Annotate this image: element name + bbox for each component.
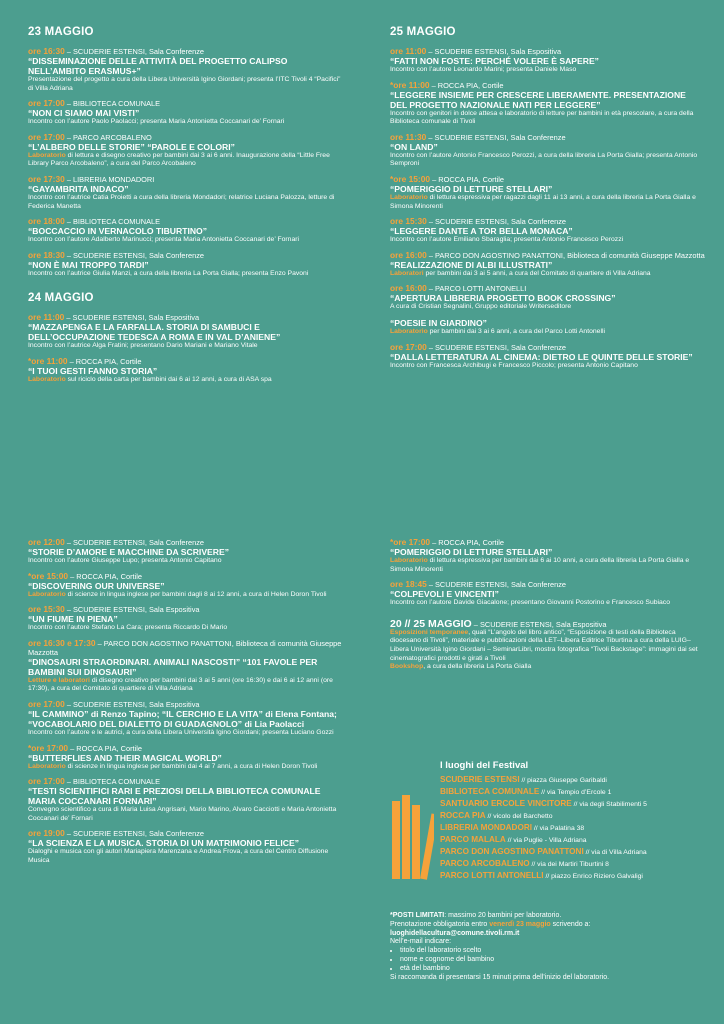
event-description (28, 342, 343, 351)
books-graphic (390, 795, 434, 881)
event-description (390, 557, 705, 574)
event-time: ore 17:00 (28, 131, 65, 142)
event-place: PARCO DON AGOSTINO PANATTONI, Biblioteca di comunità Giuseppe Mazzotta (435, 250, 705, 260)
event-title: “IL CAMMINO” di Renzo Tapino; “IL CERCHIO E LA VITA” di Elena Fontana; “VOCABOLARIO DEL DIALETTO DI GUADAGNOLO” di Lia Paolacci (28, 708, 337, 729)
event-meta: *ore 11:00 – ROCCA PIA, Cortile (390, 79, 504, 90)
event-description (28, 152, 343, 169)
footer-write-to: scrivendo a: (550, 920, 591, 928)
place-name: PARCO MALALA (440, 835, 506, 844)
event-meta: ore 16:30 e 17:30 – PARCO DON AGOSTINO PANATTONI, Biblioteca di comunità Giuseppe Mazzotta (28, 637, 342, 657)
event-place: SCUDERIE ESTENSI, Sala Conferenze (434, 132, 566, 142)
place-name: PARCO LOTTI ANTONELLI (440, 871, 544, 880)
event-item (390, 343, 705, 371)
event-desc-text: Incontro con genitori in dolce attesa e laboratorio di letture per bambini in età prescolare, a cura della Biblioteca comunale di Tivoli (390, 109, 694, 126)
event-title: “LEGGERE DANTE A TOR BELLA MONACA” (390, 226, 573, 237)
event-meta: ore 16:00 – PARCO DON AGOSTINO PANATTONI, Biblioteca di comunità Giuseppe Mazzotta (390, 249, 705, 260)
event-org: Laboratori (390, 269, 424, 277)
footer-email-link[interactable]: luoghidellacultura@comune.tivoli.rm.it (390, 929, 520, 937)
event-time: ore 17:00 (390, 341, 427, 352)
event-place: BIBLIOTECA COMUNALE (73, 99, 161, 109)
event-description (28, 76, 343, 93)
event-place: ROCCA PIA, Cortile (438, 174, 504, 184)
event-time: ore 15:30 (28, 604, 65, 615)
event-item (390, 284, 705, 312)
event-place: SCUDERIE ESTENSI, Sala Conferenze (435, 342, 567, 352)
event-desc-text: di scienze in lingua inglese per bambini dagli 8 ai 12 anni, a cura di Helen Doron Tivoli (65, 590, 327, 598)
event-item (28, 605, 343, 633)
event-time: *ore 17:00 (390, 537, 431, 547)
event-description (390, 303, 705, 312)
event-meta: ore 17:00 – BIBLIOTECA COMUNALE (28, 98, 161, 109)
event-desc-text: di scienze in lingua inglese per bambini dai 4 ai 7 anni, a cura di Helen Doron Tivoli (65, 762, 318, 770)
event-place: LIBRERIA MONDADORI (73, 174, 155, 184)
event-title: “LEGGERE INSIEME PER CRESCERE LIBERAMENTE. PRESENTAZIONE DEL PROGETTO NAZIONALE NATI PER LEGGERE” (390, 89, 686, 110)
event-title: “I TUOI GESTI FANNO STORIA” (28, 365, 158, 376)
event-title: “BOCCACCIO IN VERNACOLO TIBURTINO” (28, 226, 208, 237)
footer-item: • titolo del laboratorio scelto (400, 947, 710, 956)
footer-item: • età del bambino (400, 965, 710, 974)
event-place: ROCCA PIA, Cortile (75, 356, 142, 366)
event-item (390, 580, 705, 608)
event-meta: *ore 15:00 – ROCCA PIA, Cortile (28, 570, 142, 581)
book-3 (412, 805, 420, 879)
booking-footer (390, 912, 710, 982)
event-desc-text: Incontro con l’autore e le autrici, a cura della Libera Università Igino Giordani; presenta Luciano Gozzi (28, 728, 334, 736)
event-desc-text: Incontro con l’autrice Giulia Manzi, a cura della libreria La Porta Gialla; presenta Enzo Pavoni (28, 269, 309, 277)
event-desc-text: Incontro con l’autore Emiliano Sbaraglia; presenta Antonio Francesco Perozzi (390, 236, 624, 244)
event-item (28, 175, 343, 211)
event-item (390, 318, 705, 337)
event-item (390, 251, 705, 279)
event-item (390, 133, 705, 169)
place-address: // piazza Giuseppe Garibaldi (519, 777, 607, 784)
place-address: // piazzo Enrico Riziero Galvaligi (543, 873, 643, 880)
event-desc-text: Incontro con Francesca Archibugi e Francesco Piccolo; presenta Antonio Capitano (390, 361, 638, 369)
event-description (390, 236, 705, 245)
footer-limited-text: : massimo 20 bambini per laboratorio. (444, 912, 562, 919)
event-title: “NON CI SIAMO MAI VISTI” (28, 108, 140, 119)
day-25-title: 25 MAGGIO (390, 26, 456, 38)
event-time: *ore 15:00 (28, 570, 69, 581)
place-item (440, 858, 720, 870)
book-2 (402, 795, 410, 879)
event-description (28, 236, 343, 245)
event-title: “NON È MAI TROPPO TARDI” (28, 259, 149, 270)
event-description (390, 194, 705, 211)
event-time: ore 17:00 (28, 698, 65, 709)
event-title: “COLPEVOLI E VINCENTI” (390, 589, 499, 600)
event-item (28, 700, 343, 738)
book-1 (392, 801, 400, 879)
event-desc-text: Incontro con l’autore Paolo Paolacci; presenta Maria Antonietta Coccanari de’ Fornari (28, 118, 285, 126)
event-org: Laboratorio (390, 327, 428, 335)
event-meta: *ore 17:00 – ROCCA PIA, Cortile (390, 537, 504, 547)
event-desc-text: Incontro con l’autore Stefano La Cara; presenta Riccardo Di Mario (28, 624, 228, 632)
event-meta: ore 12:00 – SCUDERIE ESTENSI, Sala Conferenze (28, 537, 205, 547)
place-item (440, 774, 720, 786)
event-time: ore 16:30 (28, 46, 65, 56)
event-description (28, 118, 343, 127)
event-item (390, 175, 705, 211)
event-meta: ore 11:00 – SCUDERIE ESTENSI, Sala Espositiva (390, 46, 562, 56)
event-description (28, 591, 343, 600)
event-desc-text: Convegno scientifico a cura di Maria Luisa Angrisani, Mario Marino, Alvaro Cacciotti e Maria Antonietta Coccanari de’ Fornari (28, 806, 337, 822)
event-meta: ore 17:00 – SCUDERIE ESTENSI, Sala Conferenze (390, 341, 567, 352)
footer-booking-text: Prenotazione obbligatoria entro (390, 920, 490, 928)
footer-indicate: Nell’e-mail indicare: (390, 938, 452, 946)
event-title: “LA SCIENZA E LA MUSICA. STORIA DI UN MATRIMONIO FELICE” (28, 838, 300, 849)
event-desc-text: Incontro con l’autore Davide Giacalone; presentano Giovanni Postorino e Francesco Subiaco (390, 599, 670, 607)
event-org: Laboratorio (390, 557, 428, 564)
event-description (390, 270, 705, 279)
place-item (440, 810, 720, 822)
event-title: “POESIE IN GIARDINO” (390, 317, 487, 328)
event-meta: *ore 11:00 – ROCCA PIA, Cortile (28, 355, 142, 366)
event-title: “FATTI NON FOSTE: PERCHÉ VOLERE È SAPERE” (390, 56, 599, 66)
event-item (28, 47, 343, 93)
event-time: ore 16:00 (390, 283, 427, 294)
place-address: // via Palatina 38 (532, 825, 585, 832)
event-meta: ore 17:00 – PARCO ARCOBALENO (28, 131, 152, 142)
event-item (28, 357, 343, 385)
event-description (28, 376, 343, 385)
event-meta: ore 15:30 – SCUDERIE ESTENSI, Sala Espositiva (28, 604, 200, 615)
event-desc-text: di lettura espressiva per bambini dai 6 ai 10 anni, a cura della libreria La Porta Gialla e Simona Minorenti (390, 557, 690, 573)
event-item (28, 639, 343, 694)
event-desc-text: Incontro con l’autore Adalberto Marinucci; presenta Maria Antonietta Coccanari de’ Fornari (28, 236, 300, 244)
event-time: ore 17:30 (28, 173, 65, 184)
event-meta: ore 18:00 – BIBLIOTECA COMUNALE (28, 216, 161, 227)
event-title: “DINOSAURI STRAORDINARI. ANIMALI NASCOSTI” “101 FAVOLE PER BAMBINI SUI DINOSAURI” (28, 656, 318, 677)
event-description (28, 729, 343, 738)
place-item (440, 834, 720, 846)
event-meta: ore 17:30 – LIBRERIA MONDADORI (28, 173, 155, 184)
column-25-continued (390, 538, 705, 678)
event-place: PARCO LOTTI ANTONELLI (435, 284, 527, 294)
event-desc-text: per bambini dai 3 ai 6 anni, a cura del Parco Lotti Antonelli (427, 327, 605, 335)
event-item (28, 133, 343, 169)
place-address: // via degli Stabilimenti 5 (571, 801, 647, 808)
places-title: I luoghi del Festival (440, 760, 529, 771)
event-description (390, 152, 705, 169)
event-desc-text: Incontro con l’autrice Alga Fratini; presentano Dario Mariani e Mariano Vitale (28, 342, 258, 350)
event-description (28, 806, 343, 823)
event-place: SCUDERIE ESTENSI, Sala Espositiva (73, 605, 200, 615)
event-title: “DISCOVERING OUR UNIVERSE” (28, 580, 165, 591)
event-time: ore 17:00 (28, 98, 65, 109)
event-meta: ore 15:30 – SCUDERIE ESTENSI, Sala Conferenze (390, 216, 567, 227)
event-place: SCUDERIE ESTENSI, Sala Conferenze (73, 538, 205, 547)
place-item (440, 822, 720, 834)
footer-item: • nome e cognome del bambino (400, 956, 710, 965)
event-meta: ore 17:00 – BIBLIOTECA COMUNALE (28, 776, 161, 787)
place-name: SANTUARIO ERCOLE VINCITORE (440, 799, 572, 808)
event-place: ROCCA PIA, Cortile (76, 571, 142, 581)
day-24-title: 24 MAGGIO (28, 292, 94, 305)
event-place: SCUDERIE ESTENSI, Sala Espositiva (434, 47, 562, 56)
place-address: // via Tempio d’Ercole 1 (539, 789, 612, 796)
event-title: “BUTTERFLIES AND THEIR MAGICAL WORLD” (28, 752, 222, 763)
event-description (28, 848, 343, 865)
event-title: “MAZZAPENGA E LA FARFALLA. STORIA DI SAMBUCI E DELL’OCCUPAZIONE TEDESCA A ROMA E IN VAL D’ANIENE” (28, 322, 281, 343)
place-address: // vicolo del Barchetto (485, 813, 553, 820)
event-time: ore 18:45 (390, 579, 427, 590)
event-title: “GAYAMBRITA INDACO” (28, 183, 129, 194)
event-item (28, 829, 343, 865)
event-time: ore 12:00 (28, 537, 65, 547)
footer-items-list (390, 947, 710, 973)
event-desc-text: Dialoghi e musica con gli autori Mariapiera Marenzana e Andrea Frova, a cura del Centro Diffusione Musica (28, 848, 329, 864)
event-description (28, 624, 343, 633)
event-place: BIBLIOTECA COMUNALE (73, 777, 161, 787)
event-place: ROCCA PIA, Cortile (438, 538, 504, 547)
event-place: PARCO DON AGOSTINO PANATTONI, Biblioteca di comunità Giuseppe Mazzotta (28, 638, 342, 657)
footer-limited: *POSTI LIMITATI (390, 912, 445, 919)
event-time: *ore 15:00 (390, 173, 431, 184)
place-name: ROCCA PIA (440, 811, 486, 820)
event-desc-text: di lettura espressiva per ragazzi dagli 11 ai 13 anni, a cura della libreria La Porta Gialla e Simona Minorenti (390, 193, 696, 210)
place-item (440, 846, 720, 858)
event-time: ore 16:30 e 17:30 (28, 637, 96, 648)
event-place: SCUDERIE ESTENSI, Sala Conferenze (73, 250, 205, 260)
event-description (390, 328, 705, 337)
event-title: “TESTI SCIENTIFICI RARI E PREZIOSI DELLA BIBLIOTECA COMUNALE MARIA COCCANARI FORNARI” (28, 786, 321, 807)
event-meta: ore 19:00 – SCUDERIE ESTENSI, Sala Conferenze (28, 828, 205, 839)
event-desc-text: Incontro con l’autore Antonio Francesco Perozzi, a cura della libreria La Porta Gialla; presenta Antonio Semproni (390, 151, 698, 168)
footer-note: Si raccomanda di presentarsi 15 minuti prima dell’inizio del laboratorio. (390, 973, 610, 981)
event-meta: ore 18:30 – SCUDERIE ESTENSI, Sala Conferenze (28, 249, 205, 260)
event-time: ore 18:00 (28, 216, 65, 227)
event-title: “ON LAND” (390, 141, 438, 152)
event-time: *ore 17:00 (28, 742, 69, 753)
event-description (28, 763, 343, 772)
event-desc-text: Presentazione del progetto a cura della Libera Università Igino Giordani; presenta l’ITC Tivoli 4 “Pacifici” di Villa Adriana (28, 76, 341, 92)
event-org: Laboratorio (28, 590, 66, 598)
day-23-title: 23 MAGGIO (28, 26, 94, 38)
event-description (28, 677, 343, 694)
event-org: Laboratorio (28, 762, 66, 770)
place-name: SCUDERIE ESTENSI (440, 775, 520, 784)
event-description (390, 362, 705, 371)
event-place: SCUDERIE ESTENSI, Sala Conferenze (435, 580, 567, 590)
event-title: “STORIE D’AMORE E MACCHINE DA SCRIVERE” (28, 547, 230, 557)
event-time: ore 19:00 (28, 828, 65, 839)
event-org: Laboratorio (28, 151, 66, 159)
event-desc-text: Incontro con l’autrice Catia Proietti a cura della libreria Mondadori; relatrice Luciana Palozza, letture di Federica Manetta (28, 193, 335, 210)
event-time: ore 16:00 (390, 249, 427, 260)
event-org: Letture e laboratori (28, 676, 90, 684)
event-place: SCUDERIE ESTENSI, Sala Conferenze (73, 47, 205, 56)
event-meta: *ore 17:00 – ROCCA PIA, Cortile (28, 742, 142, 753)
range-dates: 20 // 25 MAGGIO (390, 617, 472, 630)
event-desc-text: Incontro con l’autore Giuseppe Lupo; presenta Antonio Capitano (28, 557, 222, 564)
place-name: PARCO ARCOBALENO (440, 859, 530, 868)
place-address: // via dei Martiri Tiburtini 8 (529, 861, 609, 868)
event-item (390, 81, 705, 127)
place-item (440, 786, 720, 798)
event-desc-text: di disegno creativo per bambini dai 3 ai 5 anni (ore 16:30) e dai 6 ai 12 anni (ore 17:30), a cura del Comitato di quartiere di Villa Adriana (28, 676, 333, 693)
event-place: SCUDERIE ESTENSI, Sala Conferenze (73, 829, 205, 839)
place-item (440, 798, 720, 810)
event-time: *ore 11:00 (28, 355, 68, 366)
event-meta: ore 17:00 – SCUDERIE ESTENSI, Sala Espositiva (28, 698, 200, 709)
event-place: PARCO ARCOBALENO (73, 132, 152, 142)
exhibition-block: 20 // 25 MAGGIO – SCUDERIE ESTENSI, Sala Espositiva Esposizioni temporanee, quali “L’angolo del libro antico”, “Esposizione di testi della Biblioteca diocesano di Tivoli”, materiale e pubblicazioni della LET–Libera Editrice Tiburtina a cura della LUIG–Libera Università Igino Giordani – SeminarLibri, mostra fotografica “Tivoli Backstage”: immagini dai set cinematografici prodotti e girati a Tivoli Bookshop, a cura della libreria La Porta Gialla (390, 617, 698, 671)
place-name: PARCO DON AGOSTINO PANATTONI (440, 847, 584, 856)
event-title: “POMERIGGIO DI LETTURE STELLARI” (390, 183, 553, 194)
range-desc2: , a cura della libreria La Porta Gialla (423, 663, 532, 671)
event-title: “POMERIGGIO DI LETTURE STELLARI” (390, 547, 553, 557)
event-item (28, 217, 343, 245)
event-description (28, 194, 343, 211)
place-item (440, 870, 720, 882)
event-title: “APERTURA LIBRERIA PROGETTO BOOK CROSSING” (390, 293, 616, 304)
event-meta: ore 11:00 – SCUDERIE ESTENSI, Sala Espositiva (28, 312, 200, 323)
event-description (390, 66, 705, 75)
event-item (390, 47, 705, 75)
event-item (28, 99, 343, 127)
places-list (440, 760, 720, 882)
column-23-24 (28, 26, 343, 391)
event-time: ore 17:00 (28, 776, 65, 787)
event-desc-text: per bambini dai 3 ai 5 anni, a cura del Comitato di quartiere di Villa Adriana (423, 269, 651, 277)
event-place: ROCCA PIA, Cortile (76, 743, 142, 753)
event-title: “L’ALBERO DELLE STORIE” “PAROLE E COLORI” (28, 141, 235, 152)
event-place: ROCCA PIA, Cortile (437, 80, 504, 90)
event-item (28, 777, 343, 823)
event-desc-text: A cura di Cristian Segnalini, Gruppo editoriale Writerseditore (390, 303, 572, 311)
event-description (28, 557, 343, 566)
event-meta: ore 16:30 – SCUDERIE ESTENSI, Sala Conferenze (28, 46, 205, 56)
event-org: Laboratorio (390, 193, 428, 201)
event-time: ore 15:30 (390, 216, 427, 227)
event-meta: ore 11:30 – SCUDERIE ESTENSI, Sala Conferenze (390, 131, 566, 142)
event-description (390, 599, 705, 608)
event-meta: *ore 15:00 – ROCCA PIA, Cortile (390, 173, 504, 184)
column-25 (390, 26, 705, 376)
range-org2: Bookshop (390, 663, 424, 671)
event-desc-text: sul riciclo della carta per bambini dai 6 ai 12 anni, a cura di ASA spa (65, 375, 272, 383)
event-title: “UN FIUME IN PIENA” (28, 614, 118, 625)
event-time: *ore 11:00 (390, 79, 430, 90)
column-24-continued (28, 538, 343, 872)
event-item (28, 251, 343, 279)
event-time: ore 18:30 (28, 249, 65, 260)
event-time: ore 11:30 (390, 131, 427, 142)
event-item (28, 572, 343, 600)
event-time: ore 11:00 (390, 46, 427, 56)
event-item (390, 538, 705, 574)
event-meta: ore 18:45 – SCUDERIE ESTENSI, Sala Conferenze (390, 579, 567, 590)
event-title: “REALIZZAZIONE DI ALBI ILLUSTRATI” (390, 259, 553, 270)
event-item (28, 538, 343, 566)
place-address: // via Puglie - Villa Adriana (505, 837, 587, 844)
range-org1: Esposizioni temporanee (390, 628, 469, 636)
place-address: // via di Villa Adriana (583, 849, 647, 856)
event-item (28, 313, 343, 351)
place-name: LIBRERIA MONDADORI (440, 823, 533, 832)
event-desc-text: Incontro con l’autore Leonardo Marini; presenta Daniele Maso (390, 66, 577, 73)
event-place: SCUDERIE ESTENSI, Sala Espositiva (72, 313, 200, 323)
event-place: SCUDERIE ESTENSI, Sala Espositiva (73, 699, 200, 709)
event-description (28, 270, 343, 279)
event-item (390, 217, 705, 245)
event-place: SCUDERIE ESTENSI, Sala Conferenze (435, 217, 567, 227)
book-4 (420, 813, 434, 879)
range-desc1: , quali “L’angolo del libro antico”, “Esposizione di testi della Biblioteca diocesano di Tivoli”, materiale e pubblicazioni della LET–Libera Editrice Tiburtina a cura della LUIG–Libera Università Igino Giordani – SeminarLibri, mostra fotografica “Tivoli Backstage”: immagini dai set cinematografici prodotti e girati a Tivoli (390, 628, 698, 662)
event-title: “DALLA LETTERATURA AL CINEMA: DIETRO LE QUINTE DELLE STORIE” (390, 351, 693, 362)
event-meta: ore 16:00 – PARCO LOTTI ANTONELLI (390, 283, 527, 294)
event-time: ore 11:00 (28, 312, 65, 323)
event-title: “DISSEMINAZIONE DELLE ATTIVITÀ DEL PROGETTO CALIPSO NELL’AMBITO ERASMUS+” (28, 56, 288, 76)
event-desc-text: di lettura e disegno creativo per bambini dai 3 ai 6 anni. Inaugurazione della “Little Free Library Parco Arcobaleno”, a cura del Parco Arcobaleno (28, 151, 330, 168)
place-name: BIBLIOTECA COMUNALE (440, 787, 540, 796)
event-place: BIBLIOTECA COMUNALE (73, 217, 161, 227)
footer-deadline: venerdì 23 maggio (489, 920, 551, 928)
range-place: SCUDERIE ESTENSI, Sala Espositiva (479, 619, 607, 629)
event-org: Laboratorio (28, 375, 66, 383)
event-description (390, 110, 705, 127)
event-item (28, 744, 343, 772)
